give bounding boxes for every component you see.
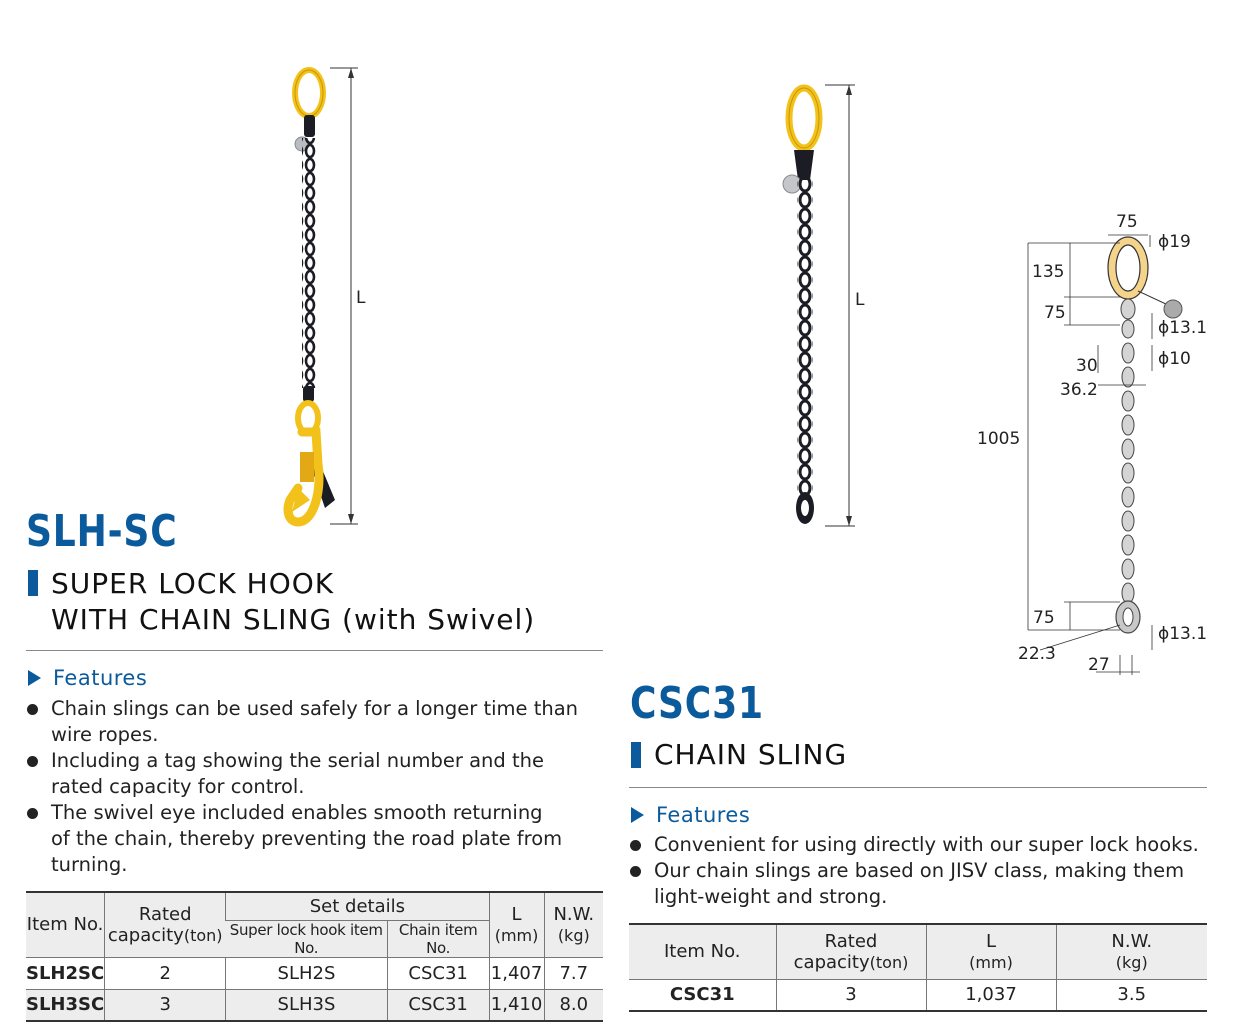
slh-sc-features-list <box>26 696 606 878</box>
feature-item: Convenient for using directly with our super lock hooks. <box>629 832 1219 858</box>
table-row <box>26 989 603 1021</box>
table-row <box>26 957 603 989</box>
play-triangle-icon <box>631 807 644 823</box>
slh-sc-title-line-2: WITH CHAIN SLING (with Swivel) <box>51 603 536 636</box>
cell-length: 1,407 <box>489 957 544 989</box>
total-length-label: 1005 <box>977 429 1021 449</box>
header-rated-capacity: Rated capacity(ton) <box>776 924 926 979</box>
cell-chain: CSC31 <box>387 957 489 989</box>
chain-width-label: 36.2 <box>1060 380 1098 400</box>
csc31-title: CHAIN SLING <box>654 738 848 771</box>
feature-item: Including a tag showing the serial number and the rated capacity for control. <box>26 748 606 800</box>
bottom-width-label: 27 <box>1088 655 1110 675</box>
cell-capacity: 2 <box>105 957 226 989</box>
slh-sc-spec-table <box>26 891 603 1022</box>
cell-item: SLH2SC <box>26 957 105 989</box>
header-net-weight: N.W. (kg) <box>544 892 603 957</box>
csc31-product-code: CSC31 <box>630 678 764 729</box>
cell-hook: SLH2S <box>226 957 388 989</box>
slh-sc-length-label: L <box>356 288 366 308</box>
csc31-features-heading-text: Features <box>656 803 751 827</box>
slh-sc-product-code: SLH-SC <box>26 506 178 557</box>
play-triangle-icon <box>28 670 41 686</box>
chain-links <box>1121 299 1135 603</box>
sub-link-length-label: 75 <box>1044 303 1066 323</box>
bottom-inner-label: 22.3 <box>1018 644 1056 664</box>
cell-item: CSC31 <box>629 979 776 1011</box>
feature-item: Chain slings can be used safely for a longer time than wire ropes. <box>26 696 606 748</box>
slh-sc-title-bar <box>28 570 38 596</box>
table-row <box>629 979 1207 1011</box>
slh-sc-title-line-1: SUPER LOCK HOOK <box>51 567 335 600</box>
slh-sc-features-heading <box>28 666 147 690</box>
chain-pitch-label: 30 <box>1076 356 1098 376</box>
cell-capacity: 3 <box>105 989 226 1021</box>
cell-chain: CSC31 <box>387 989 489 1021</box>
cell-weight: 3.5 <box>1056 979 1207 1011</box>
bottom-link-dia-label: ϕ13.1 <box>1158 624 1208 644</box>
feature-item: Our chain slings are based on JISV class, making them light-weight and strong. <box>629 858 1219 910</box>
header-length: L (mm) <box>489 892 544 957</box>
cell-length: 1,410 <box>489 989 544 1021</box>
slh-sc-features-heading-text: Features <box>53 666 148 690</box>
chain-dia-label: ϕ10 <box>1158 349 1191 369</box>
csc31-length-label: L <box>855 290 865 310</box>
csc31-features-heading <box>631 803 750 827</box>
header-set-details: Set details <box>226 892 489 920</box>
cell-hook: SLH3S <box>226 989 388 1021</box>
csc31-spec-table <box>629 923 1207 1012</box>
header-net-weight: N.W. (kg) <box>1056 924 1207 979</box>
ring-bar-dia-label: ϕ19 <box>1158 232 1191 252</box>
header-item-no: Item No. <box>629 924 776 979</box>
header-hook-item-no: Super lock hook item No. <box>226 920 388 957</box>
csc31-features-list <box>629 832 1219 910</box>
header-length: L (mm) <box>926 924 1056 979</box>
cell-item: SLH3SC <box>26 989 105 1021</box>
csc31-divider <box>629 787 1207 788</box>
feature-item: The swivel eye included enables smooth returning of the chain, thereby preventing the road plate from turning. <box>26 800 606 878</box>
ring-length-label: 135 <box>1032 262 1065 282</box>
cell-capacity: 3 <box>776 979 926 1011</box>
cell-weight: 8.0 <box>544 989 603 1021</box>
header-rated-capacity: Rated capacity(ton) <box>105 892 226 957</box>
cell-weight: 7.7 <box>544 957 603 989</box>
csc31-title-bar <box>631 742 641 768</box>
sub-link-dia-label: ϕ13.1 <box>1158 318 1208 338</box>
slh-sc-title <box>51 566 535 638</box>
ring-width-label: 75 <box>1116 212 1138 232</box>
bottom-link-length-label: 75 <box>1033 608 1055 628</box>
header-chain-item-no: Chain item No. <box>387 920 489 957</box>
cell-length: 1,037 <box>926 979 1056 1011</box>
slh-sc-divider <box>26 650 603 651</box>
csc31-dimension-drawing <box>970 205 1220 685</box>
header-item-no: Item No. <box>26 892 105 957</box>
